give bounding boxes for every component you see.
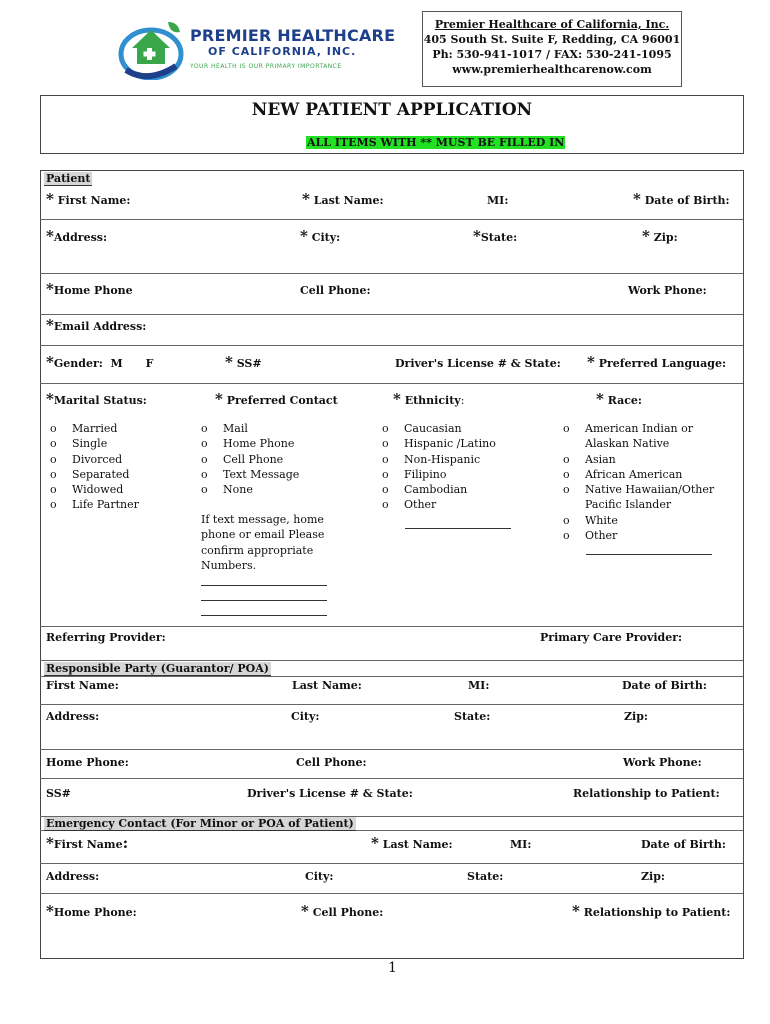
row-divider	[40, 676, 743, 677]
patient-dl-label[interactable]: Driver's License # & State:	[395, 357, 561, 370]
rp-ssn-label[interactable]: SS#	[46, 787, 71, 800]
race-option[interactable]: o Native Hawaiian/Other	[563, 483, 715, 497]
ethnicity-option[interactable]: o Non-Hispanic	[382, 452, 481, 466]
patient-city-label[interactable]: * City:	[300, 227, 341, 245]
ec-city-label[interactable]: City:	[305, 870, 334, 883]
rp-city-label[interactable]: City:	[291, 710, 320, 723]
patient-ssn-label[interactable]: * SS#	[225, 353, 262, 371]
ec-state-label[interactable]: State:	[467, 870, 504, 883]
preferred-contact-label: * Preferred Contact	[215, 390, 338, 408]
company-phone: Ph: 530-941-1017 / FAX: 530-241-1095	[432, 48, 672, 61]
company-logo	[118, 14, 396, 86]
marital-option[interactable]: o Separated	[50, 467, 130, 481]
contact-number-line[interactable]	[201, 600, 327, 601]
company-address: 405 South St. Suite F, Redding, CA 96001	[423, 33, 681, 46]
patient-zip-label[interactable]: * Zip:	[642, 227, 678, 245]
marital-options	[50, 421, 139, 513]
patient-address-label[interactable]: *Address:	[46, 227, 108, 245]
rp-cell-phone-label[interactable]: Cell Phone:	[296, 756, 367, 769]
contact-option[interactable]: o Mail	[201, 422, 248, 435]
row-divider	[40, 749, 743, 750]
ethnicity-option[interactable]: o Filipino	[382, 467, 447, 481]
ethnicity-option[interactable]: o Cambodian	[382, 483, 468, 497]
ec-home-phone-label[interactable]: *Home Phone:	[46, 902, 137, 920]
patient-state-label[interactable]: *State:	[473, 227, 518, 245]
page-title: NEW PATIENT APPLICATION	[251, 100, 533, 120]
gender-f-option[interactable]: F	[145, 357, 154, 370]
patient-home-phone-label[interactable]: *Home Phone	[46, 280, 133, 298]
contact-options	[201, 421, 299, 497]
row-divider	[40, 893, 743, 894]
race-label: * Race:	[596, 390, 642, 408]
row-divider	[40, 345, 743, 346]
patient-cell-phone-label[interactable]: Cell Phone:	[300, 284, 371, 297]
row-divider	[40, 778, 743, 779]
contact-note: If text message, home phone or email Please confirm appropriate Numbers.	[201, 513, 325, 572]
ec-relationship-label[interactable]: * Relationship to Patient:	[572, 902, 731, 920]
logo-tagline: YOUR HEALTH IS OUR PRIMARY IMPORTANCE	[190, 63, 342, 70]
patient-work-phone-label[interactable]: Work Phone:	[628, 284, 707, 297]
company-info-box	[422, 11, 682, 87]
race-option[interactable]: o White	[563, 513, 618, 527]
required-notice: ALL ITEMS WITH ** MUST BE FILLED IN	[307, 136, 565, 149]
row-divider	[40, 863, 743, 864]
rp-work-phone-label[interactable]: Work Phone:	[623, 756, 702, 769]
contact-number-line[interactable]	[201, 615, 327, 616]
patient-email-label[interactable]: *Email Address:	[46, 316, 147, 334]
contact-option[interactable]: o None	[201, 483, 253, 497]
title-box	[40, 95, 744, 154]
ec-last-name-label[interactable]: * Last Name:	[371, 834, 453, 852]
ethnicity-options	[382, 421, 496, 513]
ethnicity-label: * Ethnicity:	[393, 390, 465, 408]
company-name: Premier Healthcare of California, Inc.	[434, 18, 670, 31]
gender-m-option[interactable]: M	[110, 357, 123, 370]
ethnicity-other-line[interactable]	[405, 528, 511, 529]
contact-option[interactable]: o Text Message	[201, 467, 300, 481]
rp-state-label[interactable]: State:	[454, 710, 491, 723]
race-other-line[interactable]	[586, 554, 712, 555]
row-divider	[40, 314, 743, 315]
rp-relationship-label[interactable]: Relationship to Patient:	[573, 787, 720, 800]
race-option[interactable]: o American Indian or	[563, 422, 693, 435]
rp-dob-label[interactable]: Date of Birth:	[622, 679, 707, 692]
patient-gender-label[interactable]: *Gender: M F	[46, 353, 154, 371]
row-divider	[40, 626, 743, 627]
contact-number-line[interactable]	[201, 585, 327, 586]
marital-option[interactable]: o Life Partner	[50, 498, 139, 512]
ethnicity-option[interactable]: o Other	[382, 498, 437, 512]
row-divider	[40, 273, 743, 274]
ec-first-name-label[interactable]: *First Name:	[46, 834, 129, 852]
race-option[interactable]: o Asian	[563, 452, 616, 466]
patient-first-name-label[interactable]: * First Name:	[46, 190, 131, 208]
rp-address-label[interactable]: Address:	[46, 710, 100, 723]
rp-dl-label[interactable]: Driver's License # & State:	[247, 787, 413, 800]
rp-mi-label[interactable]: MI:	[468, 679, 490, 692]
patient-last-name-label[interactable]: * Last Name:	[302, 190, 384, 208]
house-heart-logo-icon	[118, 18, 188, 80]
rp-first-name-label[interactable]: First Name:	[46, 679, 119, 692]
ec-mi-label[interactable]: MI:	[510, 838, 532, 851]
marital-option[interactable]: o Married	[50, 422, 118, 435]
marital-option[interactable]: o Single	[50, 437, 108, 451]
page-number: 1	[388, 960, 397, 976]
ec-zip-label[interactable]: Zip:	[641, 870, 665, 883]
referring-provider-label[interactable]: Referring Provider:	[46, 631, 166, 644]
marital-status-label: *Marital Status:	[46, 390, 147, 408]
company-website: www.premierhealthcarenow.com	[452, 63, 652, 76]
logo-text-line1: PREMIER HEALTHCARE	[190, 26, 396, 45]
race-option[interactable]: o Other	[563, 529, 618, 543]
contact-option[interactable]: o Cell Phone	[201, 452, 284, 466]
marital-option[interactable]: o Divorced	[50, 452, 123, 466]
ethnicity-option[interactable]: o Caucasian	[382, 422, 462, 435]
ec-address-label[interactable]: Address:	[46, 870, 100, 883]
row-divider	[40, 219, 743, 220]
rp-home-phone-label[interactable]: Home Phone:	[46, 756, 129, 769]
section-responsible-party: Responsible Party (Guarantor/ POA)	[46, 662, 269, 675]
primary-care-provider-label[interactable]: Primary Care Provider:	[540, 631, 683, 644]
ec-cell-phone-label[interactable]: * Cell Phone:	[301, 902, 384, 920]
row-divider	[40, 704, 743, 705]
patient-dob-label[interactable]: * Date of Birth:	[633, 190, 730, 208]
patient-pref-language-label[interactable]: * Preferred Language:	[587, 353, 727, 371]
marital-option[interactable]: o Widowed	[50, 483, 124, 497]
rp-zip-label[interactable]: Zip:	[624, 710, 648, 723]
contact-option[interactable]: o Home Phone	[201, 437, 295, 451]
row-divider	[40, 383, 743, 384]
ethnicity-option[interactable]: o Hispanic /Latino	[382, 437, 496, 451]
patient-mi-label[interactable]: MI:	[487, 194, 509, 207]
ec-dob-label[interactable]: Date of Birth:	[641, 838, 726, 851]
section-patient: Patient	[46, 172, 91, 185]
section-emergency-contact: Emergency Contact (For Minor or POA of Patient)	[46, 817, 354, 830]
row-divider	[40, 660, 743, 661]
logo-text-line2: OF CALIFORNIA, INC.	[208, 45, 357, 58]
race-options: o American Indian or Alaskan Native o Asian o African American o Native Hawaiian/Other Pacific Islander o White o Other	[563, 422, 715, 543]
race-option[interactable]: o African American	[563, 467, 683, 481]
rp-last-name-label[interactable]: Last Name:	[292, 679, 362, 692]
